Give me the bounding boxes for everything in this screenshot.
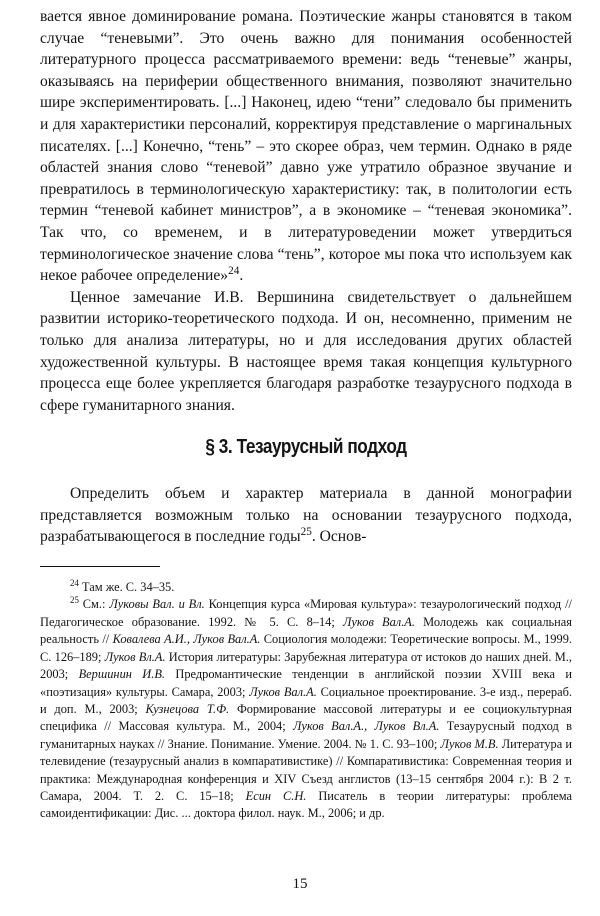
author-name: Луков Вал.А., Луков Вл.А. [293,719,440,734]
author-name: Луков Вал.А. [249,684,317,699]
page-number: 15 [292,876,308,892]
body-text [40,6,572,416]
page [40,6,572,823]
body-text-2 [40,483,572,548]
footnote-ref-25[interactable]: 25 [300,526,312,539]
footnote-ref-24[interactable]: 24 [228,264,240,277]
author-name: Луков М.В. [440,736,499,751]
author-name: Есин С.Н. [245,788,307,803]
footnote-25: $^{25}$ См.: Луковы Вал. и Вл. Концепция курса «Мировая культура»: тезаурологический подход // Педагогическое образование. 1992. № 5. С. 8–14; Луков Вал.А. Молодежь как социальная реальность // Ковалева А.И., Луков Вал.А. Социология молодежи: Теоретические вопросы. М., 1999. С. 126–189; Луков Вл.А. История литературы: Зарубежная литература от истоков до наших дней. М., 2003; Вершинин И.В. Предромантические тенденции в английской поэзии XVIII века и «поэтизация» культуры. Самара, 2003; Луков Вал.А. Социальное проектирование. 3-е изд., перераб. и доп. М., 2003; Кузнецова Т.Ф. Формирование массовой литературы и ее социокультурная специфика // Массовая культура. М., 2004; Луков Вал.А., Луков Вл.А. Тезаурусный подход в гуманитарных науках // Знание. Понимание. Умение. 2004. № 1. С. 93–100; Луков М.В. Литература и телевидение (тезаурусный анализ в компаративистике) // Компаративистика: Современная теория и практика: Международная конференция и XIV Съезд англистов (13–15 сентября 2004 г.): В 2 т. Самара, 2004. Т. 2. С. 15–18; Есин С.Н. Писатель в теории литературы: проблема самоидентификации: Дис. ... доктора филол. наук. М., 2006; и др. [40,595,573,821]
author-name: Луков Вал.А. [343,614,415,629]
footnotes [40,579,572,823]
author-name: Луков Вл.А. [104,649,166,664]
author-name: Вершинин И.В. [78,667,165,682]
author-name: Луковы Вал. и Вл. [109,597,205,612]
footnote-marker: 24 [70,577,79,588]
section-heading: § 3. Тезаурусный подход [205,436,407,459]
paragraph-3: Определить объем и характер материала в данной монографии представляется возможным только на основании тезаурусного подхода, разрабатывающегося в последние годы$^{25}$. Основ- [40,485,572,546]
footnote-divider [40,566,160,567]
footnote-marker: 25 [70,595,79,606]
paragraph-1: вается явное доминирование романа. Поэтические жанры становятся в таком случае “теневыми”. Это очень важно для понимания особенностей литературного процесса рассматриваемого времени: ведь “теневые” жанры, оказываясь на периферии общественного внимания, позволяют значительно шире экспериментировать. [...] Наконец, идею “тени” следовало бы применить и для характеристики персоналий, корректируя представление о маргинальных писателях. [...] Конечно, “тень” – это скорее образ, чем термин. Однако в ряде областей знания слово “теневой” давно уже утратило образное звучание и превратилось в терминологическую характеристику: так, в политологии есть термин “теневой кабинет министров”, а в экономике – “теневая экономика”. Так что, со временем, и в литературоведении может утвердиться терминологическое значение слова “тень”, которое мы пока что используем как некое рабочее определение»$^{24}$. [40,8,572,285]
author-name: Кузнецова Т.Ф. [145,701,230,716]
footnote-24: $^{24}$ Там же. С. 34–35. [70,577,175,595]
paragraph-2: Ценное замечание И.В. Вершинина свидетельствует о дальнейшем развитии историко-теоретического подхода. И он, несомненно, применим не только для анализа литературы, но и для исследования других областей художественной культуры. В настоящее время такая концепция культурного процесса еще более укрепляется благодаря разработке тезаурусного подхода в сфере гуманитарного знания. [40,288,572,414]
author-name: Ковалева А.И., Луков Вал.А. [112,632,261,647]
